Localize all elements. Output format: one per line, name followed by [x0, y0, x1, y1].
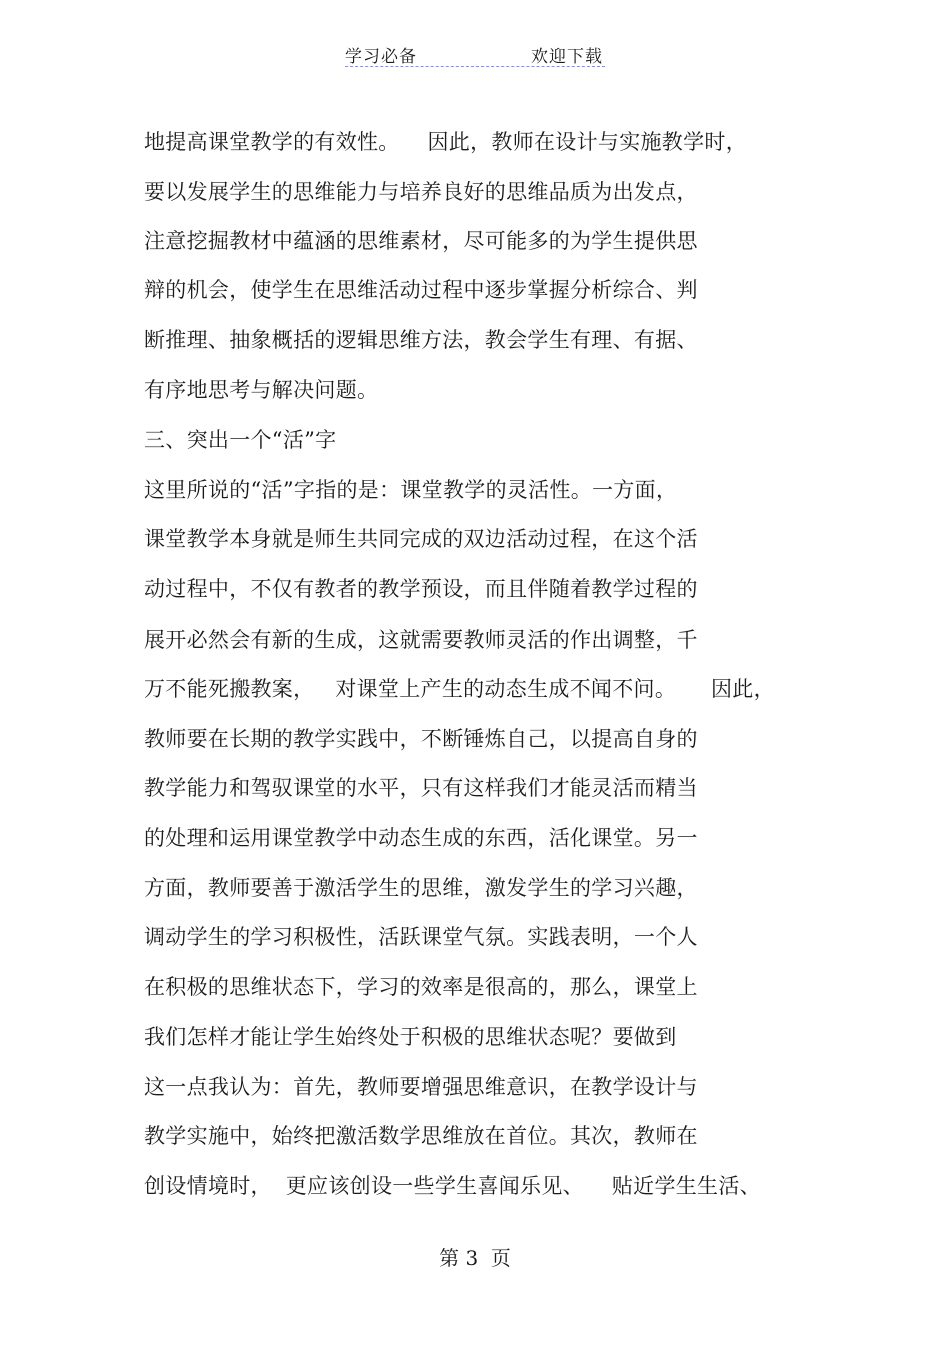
text-line: 断推理、抽象概括的逻辑思维方法，教会学生有理、有据、 [144, 328, 698, 352]
text-line: 展开必然会有新的生成，这就需要教师灵活的作出调整，千 [144, 628, 698, 652]
text-line: 方面，教师要善于激活学生的思维，激发学生的学习兴趣， [144, 876, 698, 900]
text-line: 辩的机会，使学生在思维活动过程中逐步掌握分析综合、判 [144, 278, 698, 302]
text-line: 教学能力和驾驭课堂的水平，只有这样我们才能灵活而精当 [144, 776, 698, 800]
text-line: 的处理和运用课堂教学中动态生成的东西，活化课堂。另一 [144, 826, 698, 850]
text-line: 有序地思考与解决问题。 [144, 378, 379, 402]
text-line: 在积极的思维状态下，学习的效率是很高的，那么，课堂上 [144, 975, 698, 999]
text-line: 这里所说的“活”字指的是：课堂教学的灵活性。一方面， [144, 478, 678, 502]
header-right-text: 欢迎下载 [531, 47, 603, 67]
text-line: 创设情境时， 更应该创设一些学生喜闻乐见、 贴近学生生活、 [144, 1174, 761, 1198]
text-line: 我们怎样才能让学生始终处于积极的思维状态呢？要做到 [144, 1025, 677, 1049]
text-line: 注意挖掘教材中蕴涵的思维素材，尽可能多的为学生提供思 [144, 229, 698, 253]
text-line: 调动学生的学习积极性，活跃课堂气氛。实践表明，一个人 [144, 925, 698, 949]
text-line: 万不能死搬教案， 对课堂上产生的动态生成不闻不问。 因此， [144, 677, 775, 701]
text-line: 教学实施中，始终把激活数学思维放在首位。其次，教师在 [144, 1124, 698, 1148]
page-number: 第 3 页 [439, 1246, 511, 1270]
page-header [345, 40, 605, 67]
text-line: 这一点我认为：首先，教师要增强思维意识，在教学设计与 [144, 1075, 698, 1099]
text-line: 地提高课堂教学的有效性。 因此，教师在设计与实施教学时， [144, 130, 747, 154]
section-heading: 三、突出一个“活”字 [144, 428, 337, 452]
text-line: 要以发展学生的思维能力与培养良好的思维品质为出发点， [144, 180, 698, 204]
text-line: 教师要在长期的教学实践中，不断锤炼自己，以提高自身的 [144, 727, 698, 751]
header-left-text: 学习必备 [345, 47, 417, 67]
text-line: 课堂教学本身就是师生共同完成的双边活动过程，在这个活 [144, 527, 698, 551]
text-line: 动过程中，不仅有教者的教学预设，而且伴随着教学过程的 [144, 577, 698, 601]
